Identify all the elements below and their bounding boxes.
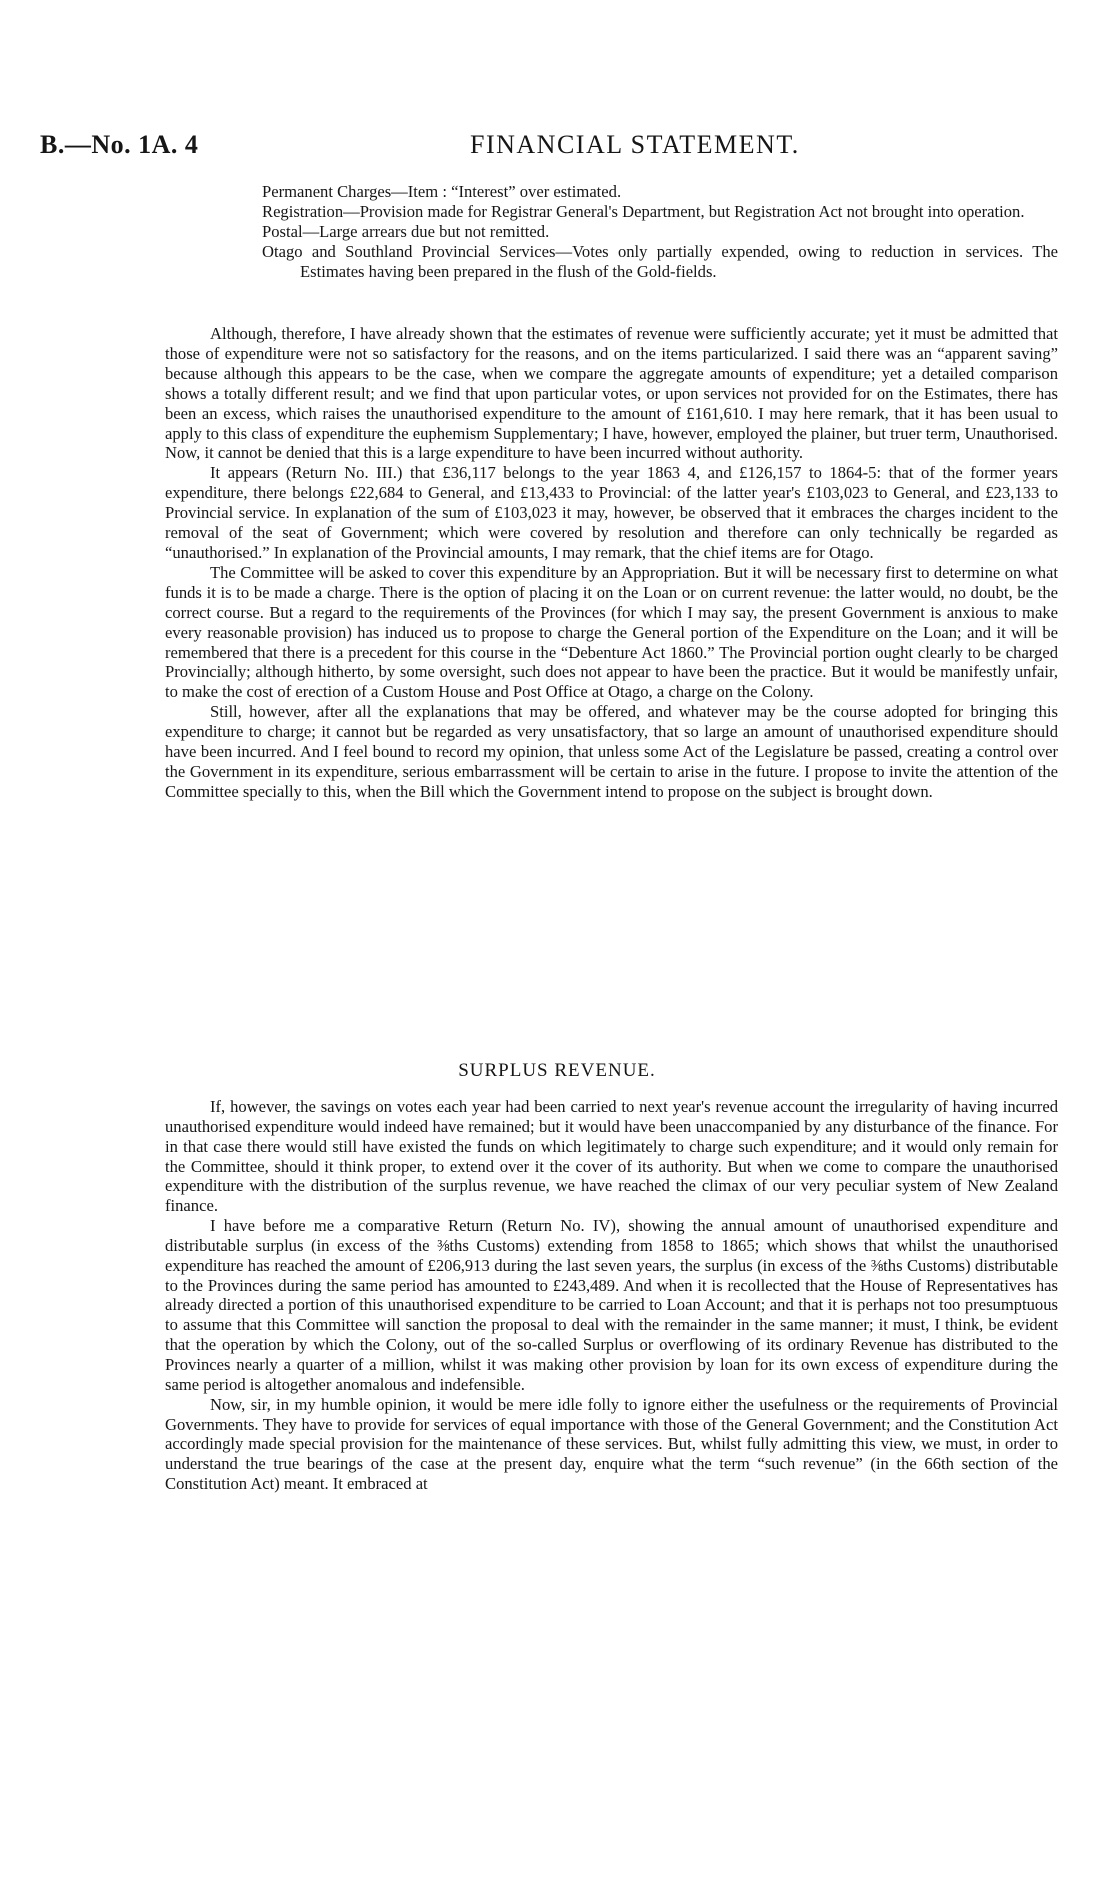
list-item: Permanent Charges—Item : “Interest” over estimated. <box>262 182 622 201</box>
body-section-surplus <box>165 1097 1058 1494</box>
paragraph: Although, therefore, I have already shown that the estimates of revenue were sufficiently accurate; yet it must be admitted that those of expenditure were not so satisfactory for the reasons, and on the items particularized. I said there was an “apparent saving” because although this appears to be the case, when we compare the aggregate amounts of expenditure; yet a detailed comparison shows a totally different result; and we find that upon particular votes, or upon services not provided for on the Estimates, there has been an excess, which raises the unauthorised expenditure to the amount of £161,610. I may here remark, that it has been usual to apply to this class of expenditure the euphemism Supplementary; I have, however, employed the plainer, but truer term, Unauthorised. Now, it cannot be denied that this is a large expenditure to have been incurred without authority. <box>165 324 1058 463</box>
page-title: FINANCIAL STATEMENT. <box>470 130 800 159</box>
list-item: Postal—Large arrears due but not remitted. <box>262 222 550 241</box>
revenue-items-list <box>262 182 1058 282</box>
section-heading: SURPLUS REVENUE. <box>458 1060 656 1081</box>
paragraph: The Committee will be asked to cover this expenditure by an Appropriation. But it will be necessary first to determine on what funds it is to be made a charge. There is the option of placing it on the Loan or on current revenue: the latter would, no doubt, be the correct course. But a regard to the requirements of the Provinces (for which I may say, the present Government is anxious to make every reasonable provision) has induced us to propose to charge the General portion of the Expenditure on the Loan; and it will be remembered that there is a precedent for this course in the “Debenture Act 1860.” The Provincial portion ought clearly to be charged Provincially; although hitherto, by some oversight, such does not appear to have been the practice. But it would be manifestly unfair, to make the cost of erection of a Custom House and Post Office at Otago, a charge on the Colony. <box>165 562 1058 702</box>
paragraph: If, however, the savings on votes each year had been carried to next year's revenue account the irregularity of having incurred unauthorised expenditure would indeed have remained; but it would have been unaccompanied by any disturbance of the finance. For in that case there would still have existed the funds on which legitimately to charge such expenditure; and it would only remain for the Committee, should it think proper, to extend over it the cover of its authority. But when we come to compare the unauthorised expenditure with the distribution of the surplus revenue, we have reached the climax of our very peculiar system of New Zealand finance. <box>165 1097 1058 1216</box>
page-header <box>40 130 1040 170</box>
paragraph: Still, however, after all the explanations that may be offered, and whatever may be the course adopted for bringing this expenditure to charge; it cannot but be regarded as very unsatisfactory, that so large an amount of unauthorised expenditure should have been incurred. And I feel bound to record my opinion, that unless some Act of the Legislature be passed, creating a control over the Government in its expenditure, serious embarrassment will be certain to arise in the future. I propose to invite the attention of the Committee specially to this, when the Bill which the Government intend to propose on the subject is brought down. <box>165 702 1058 801</box>
body-section-unauthorised <box>165 324 1058 802</box>
paragraph: I have before me a comparative Return (Return No. IV), showing the annual amount of unauthorised expenditure and distributable surplus (in excess of the ⅜ths Customs) extending from 1858 to 1865; which shows that whilst the unauthorised expenditure has reached the amount of £206,913 during the last seven years, the surplus (in excess of the ⅜ths Customs) distributable to the Provinces during the same period has amounted to £243,489. And when it is recollected that the House of Representatives has already directed a portion of this unauthorised expenditure to be carried to Loan Account; and that it is perhaps not too presumptuous to assume that this Committee will sanction the proposal to deal with the remainder in the same manner; it must, I think, be evident that the operation by which the Colony, out of the so-called Surplus or overflowing of its ordinary Revenue has distributed to the Provinces nearly a quarter of a million, whilst it was making other provision by loan for its own excess of expenditure during the same period is altogether anomalous and indefensible. <box>165 1216 1058 1394</box>
paragraph: It appears (Return No. III.) that £36,117 belongs to the year 1863 4, and £126,157 to 1864-5: that of the former years expenditure, there belongs £22,684 to General, and £13,433 to Provincial: of the latter year's £103,023 to General, and £23,133 to Provincial service. In explanation of the sum of £103,023 it may, however, be observed that it embraces the charges incident to the removal of the seat of Government; which were covered by resolution and therefore can only technically be regarded as “unauthorised.” In explanation of the Provincial amounts, I may remark, that the chief items are for Otago. <box>165 463 1058 562</box>
paragraph: Now, sir, in my humble opinion, it would be mere idle folly to ignore either the usefulness or the requirements of Provincial Governments. They have to provide for services of equal importance with those of the General Government; and the Constitution Act accordingly made special provision for the maintenance of these services. But, whilst fully admitting this view, we must, in order to understand the true bearings of the case at the present day, enquire what the term “such revenue” (in the 66th section of the Constitution Act) meant. It embraced at <box>165 1394 1058 1494</box>
list-item: Otago and Southland Provincial Services—Votes only partially expended, owing to reduction in services. The Estimates having been prepared in the flush of the Gold-fields. <box>262 242 1058 281</box>
list-item: Registration—Provision made for Registrar General's Department, but Registration Act not brought into operation. <box>262 202 1025 221</box>
document-reference: B.—No. 1A. 4 <box>40 130 199 159</box>
